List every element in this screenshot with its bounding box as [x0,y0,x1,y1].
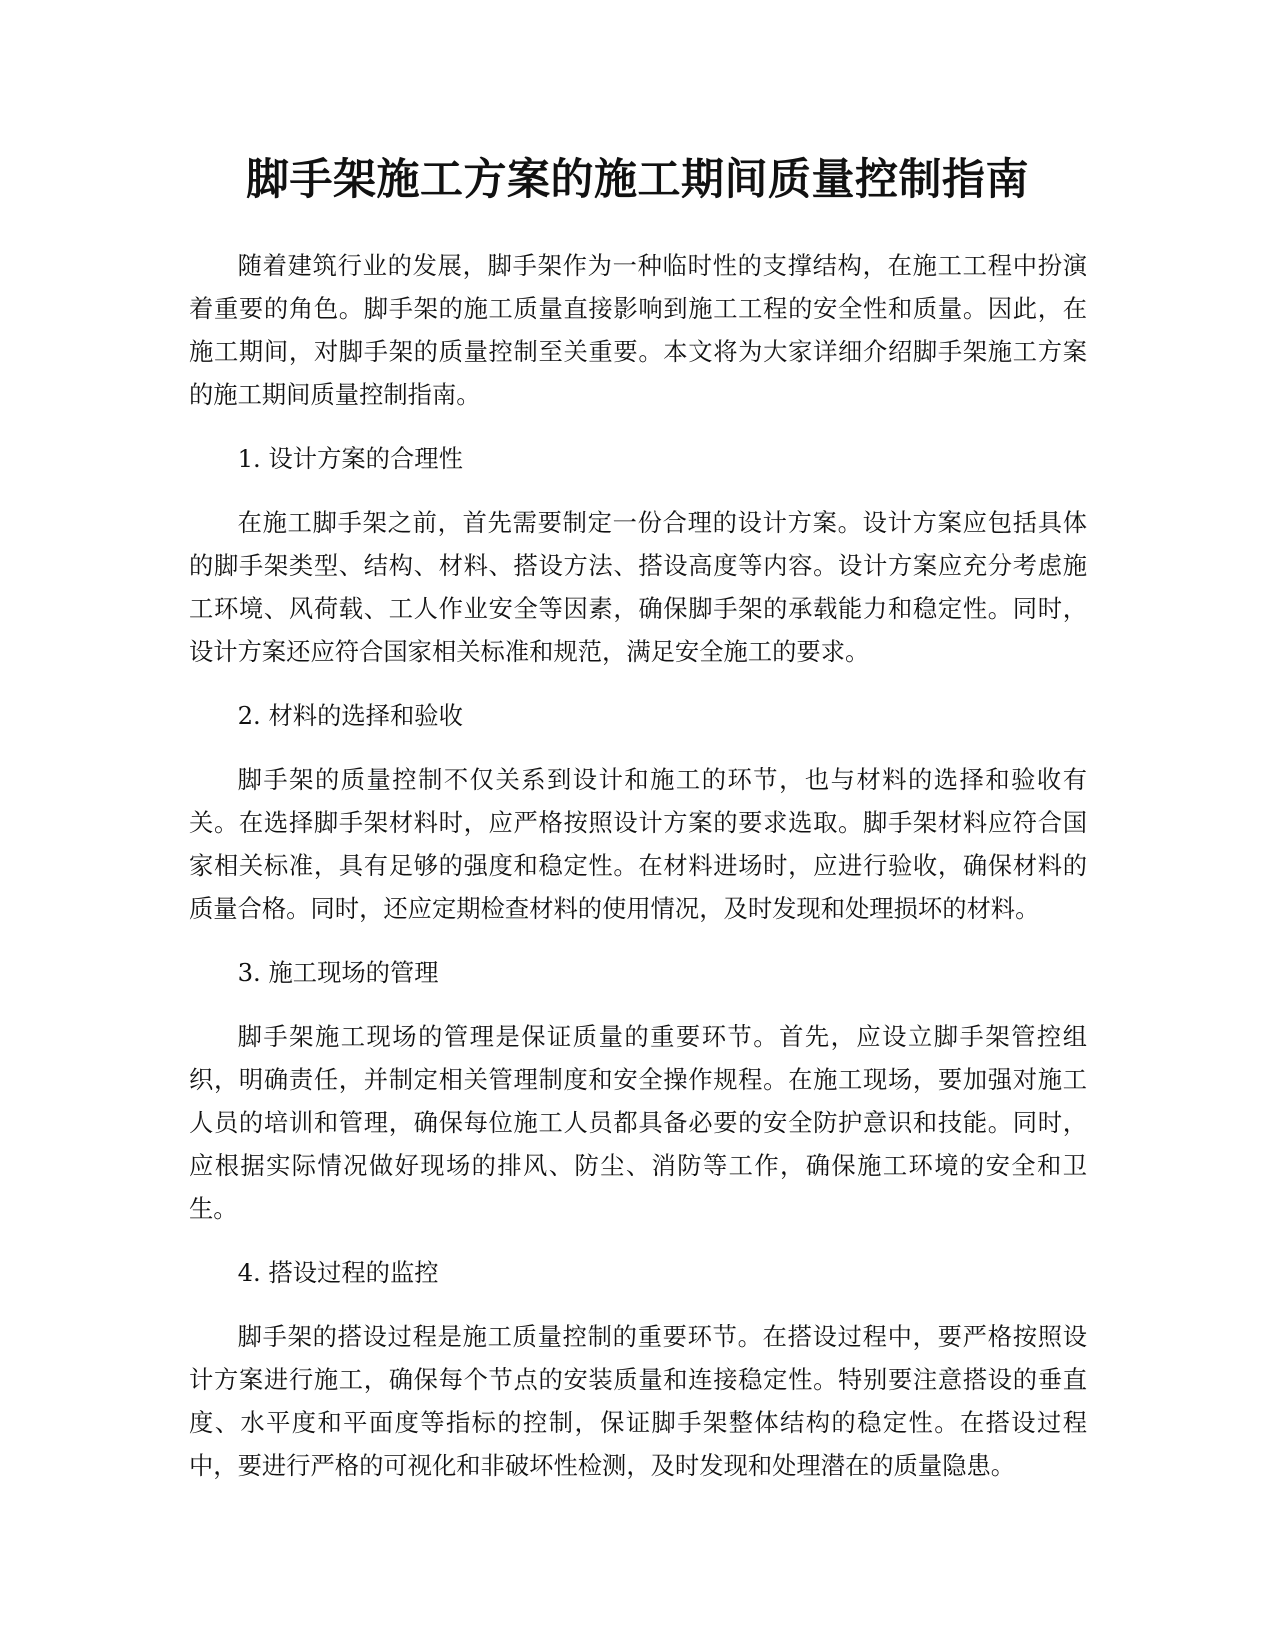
section-body-2: 脚手架的质量控制不仅关系到设计和施工的环节，也与材料的选择和验收有关。在选择脚手架材料时，应严格按照设计方案的要求选取。脚手架材料应符合国家相关标准，具有足够的强度和稳定性。在材料进场时，应进行验收，确保材料的质量合格。同时，还应定期检查材料的使用情况，及时发现和处理损坏的材料。 [189,765,1087,923]
intro-paragraph: 随着建筑行业的发展，脚手架作为一种临时性的支撑结构，在施工工程中扮演着重要的角色。脚手架的施工质量直接影响到施工工程的安全性和质量。因此，在施工期间，对脚手架的质量控制至关重要。本文将为大家详细介绍脚手架施工方案的施工期间质量控制指南。 [189,251,1087,409]
section-body-3: 脚手架施工现场的管理是保证质量的重要环节。首先，应设立脚手架管控组织，明确责任，并制定相关管理制度和安全操作规程。在施工现场，要加强对施工人员的培训和管理，确保每位施工人员都具备必要的安全防护意识和技能。同时，应根据实际情况做好现场的排风、防尘、消防等工作，确保施工环境的安全和卫生。 [189,1022,1087,1223]
section-body-4: 脚手架的搭设过程是施工质量控制的重要环节。在搭设过程中，要严格按照设计方案进行施工，确保每个节点的安装质量和连接稳定性。特别要注意搭设的垂直度、水平度和平面度等指标的控制，保证脚手架整体结构的稳定性。在搭设过程中，要进行严格的可视化和非破坏性检测，及时发现和处理潜在的质量隐患。 [189,1322,1087,1480]
section-body-1: 在施工脚手架之前，首先需要制定一份合理的设计方案。设计方案应包括具体的脚手架类型、结构、材料、搭设方法、搭设高度等内容。设计方案应充分考虑施工环境、风荷载、工人作业安全等因素，确保脚手架的承载能力和稳定性。同时，设计方案还应符合国家相关标准和规范，满足安全施工的要求。 [189,508,1087,666]
document-title: 脚手架施工方案的施工期间质量控制指南 [246,155,1029,205]
section-heading-3: 3. 施工现场的管理 [237,958,439,987]
section-heading-2: 2. 材料的选择和验收 [237,701,463,730]
section-heading-1: 1. 设计方案的合理性 [237,444,463,473]
section-heading-4: 4. 搭设过程的监控 [237,1258,439,1287]
document-body [189,244,1087,1508]
